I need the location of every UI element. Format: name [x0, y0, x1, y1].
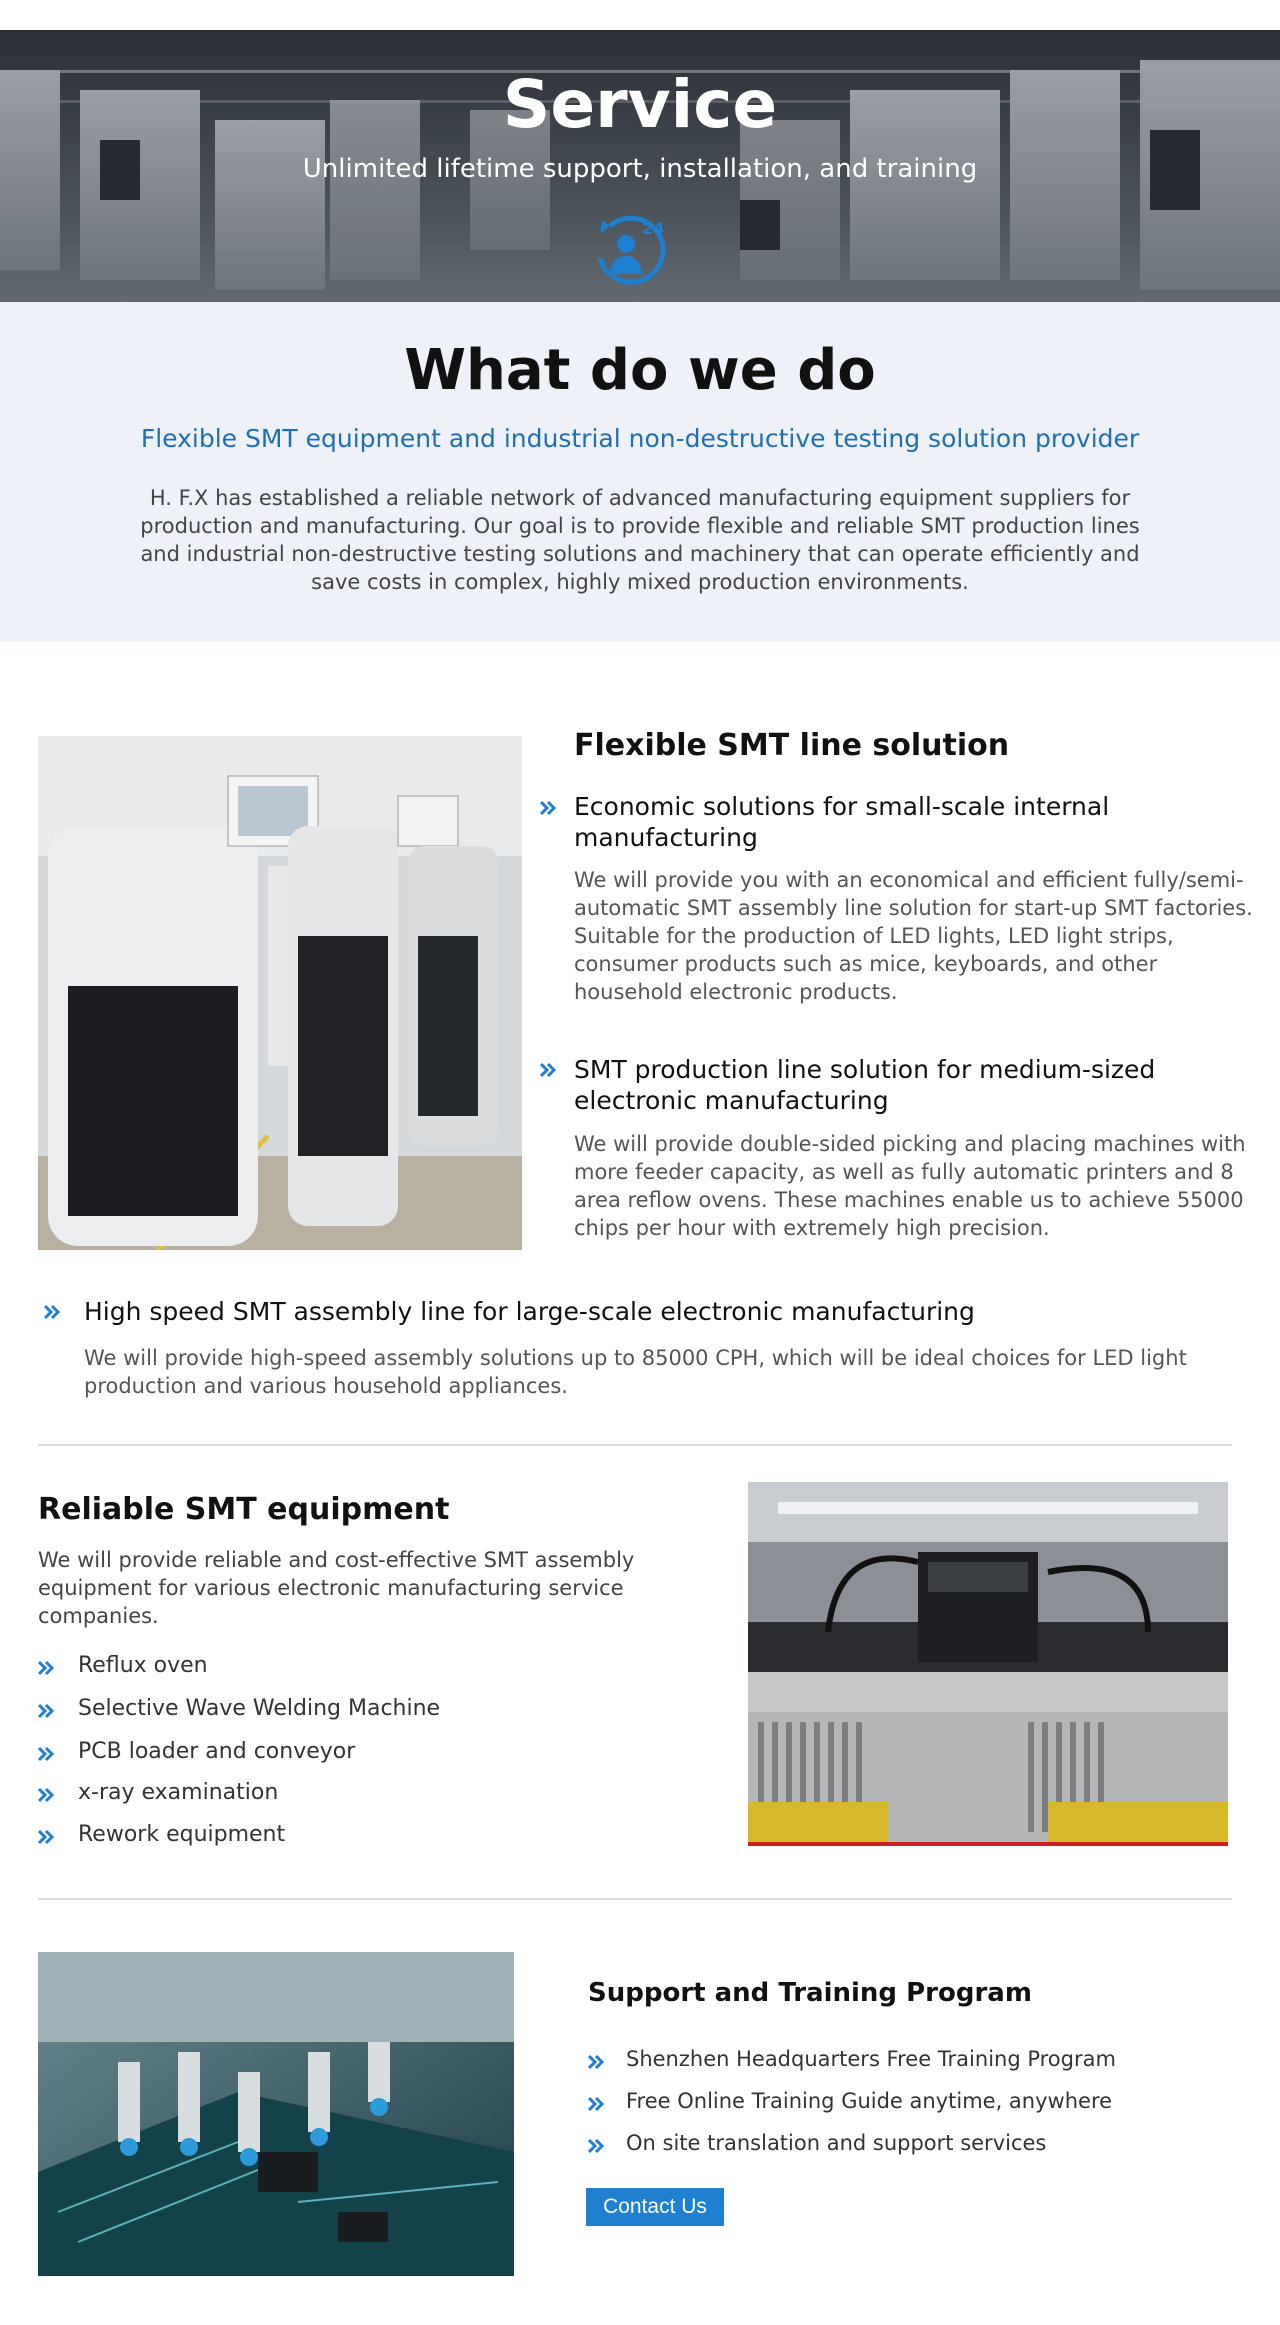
- pick-and-place-machine-image: [748, 1482, 1228, 1846]
- chevron-right-icon: [538, 798, 558, 818]
- smt-item-heading: High speed SMT assembly line for large-scale electronic manufacturing: [84, 1297, 975, 1326]
- intro-subtitle: Flexible SMT equipment and industrial non-destructive testing solution provider: [140, 424, 1140, 453]
- intro-body: H. F.X has established a reliable network of advanced manufacturing equipment suppliers for production and manufacturing. Our goal is to provide flexible and reliable SMT production lines and industrial non-destructive testing solutions and machinery that can operate efficiently and save costs in complex, highly mixed production environments.: [140, 486, 1140, 594]
- smt-item-heading: Economic solutions for small-scale internal manufacturing: [574, 792, 1110, 852]
- 24-hour-support-icon: [588, 208, 672, 292]
- equipment-list-item: Reflux oven: [78, 1653, 208, 1678]
- pcb-assembly-image: [38, 1952, 514, 2276]
- chevron-right-icon: [36, 1785, 56, 1805]
- equipment-body: We will provide reliable and cost-effective SMT assembly equipment for various electronic manufacturing service companies.: [38, 1548, 635, 1628]
- smt-item-heading: SMT production line solution for medium-sized electronic manufacturing: [574, 1055, 1156, 1115]
- support-list-item: Shenzhen Headquarters Free Training Program: [626, 2047, 1116, 2071]
- support-title: Support and Training Program: [588, 1978, 1032, 2008]
- intro-title: What do we do: [404, 338, 876, 403]
- chevron-right-icon: [36, 1701, 56, 1721]
- chevron-right-icon: [36, 1744, 56, 1764]
- equipment-list-item: Rework equipment: [78, 1822, 286, 1847]
- chevron-right-icon: [586, 2052, 606, 2072]
- hero-title: Service: [502, 66, 778, 143]
- equipment-list-item: Selective Wave Welding Machine: [78, 1696, 441, 1721]
- chevron-right-icon: [36, 1658, 56, 1678]
- section-divider: [38, 1898, 1232, 1900]
- equipment-list-item: x-ray examination: [78, 1780, 279, 1805]
- equipment-title: Reliable SMT equipment: [38, 1492, 450, 1527]
- support-list-item: Free Online Training Guide anytime, anywhere: [626, 2089, 1113, 2113]
- smt-line-title: Flexible SMT line solution: [574, 728, 1010, 763]
- contact-us-button[interactable]: Contact Us: [586, 2188, 724, 2226]
- chevron-right-icon: [36, 1827, 56, 1847]
- chevron-right-icon: [586, 2136, 606, 2156]
- section-divider: [38, 1444, 1232, 1446]
- smt-machines-image: [38, 736, 522, 1250]
- svg-text:24: 24: [642, 219, 665, 238]
- chevron-right-icon: [42, 1302, 62, 1322]
- equipment-list-item: PCB loader and conveyor: [78, 1739, 356, 1764]
- smt-item-body: We will provide high-speed assembly solutions up to 85000 CPH, which will be ideal choices for LED light production and various household appliances.: [84, 1346, 1187, 1398]
- chevron-right-icon: [586, 2094, 606, 2114]
- hero-banner: [0, 30, 1280, 302]
- smt-item-body: We will provide you with an economical and efficient fully/semi-automatic SMT assembly line solution for start-up SMT factories. Suitable for the production of LED lights, LED light strips, consumer products such as mice, keyboards, and other household electronic products.: [574, 868, 1253, 1004]
- support-list-item: On site translation and support services: [626, 2131, 1047, 2155]
- chevron-right-icon: [538, 1060, 558, 1080]
- hero-subtitle: Unlimited lifetime support, installation, and training: [302, 154, 978, 184]
- smt-item-body: We will provide double-sided picking and placing machines with more feeder capacity, as well as fully automatic printers and 8 area reflow ovens. These machines enable us to achieve 55000 chips per hour with extremely high precision.: [574, 1132, 1246, 1240]
- what-do-we-do-section: [0, 302, 1280, 642]
